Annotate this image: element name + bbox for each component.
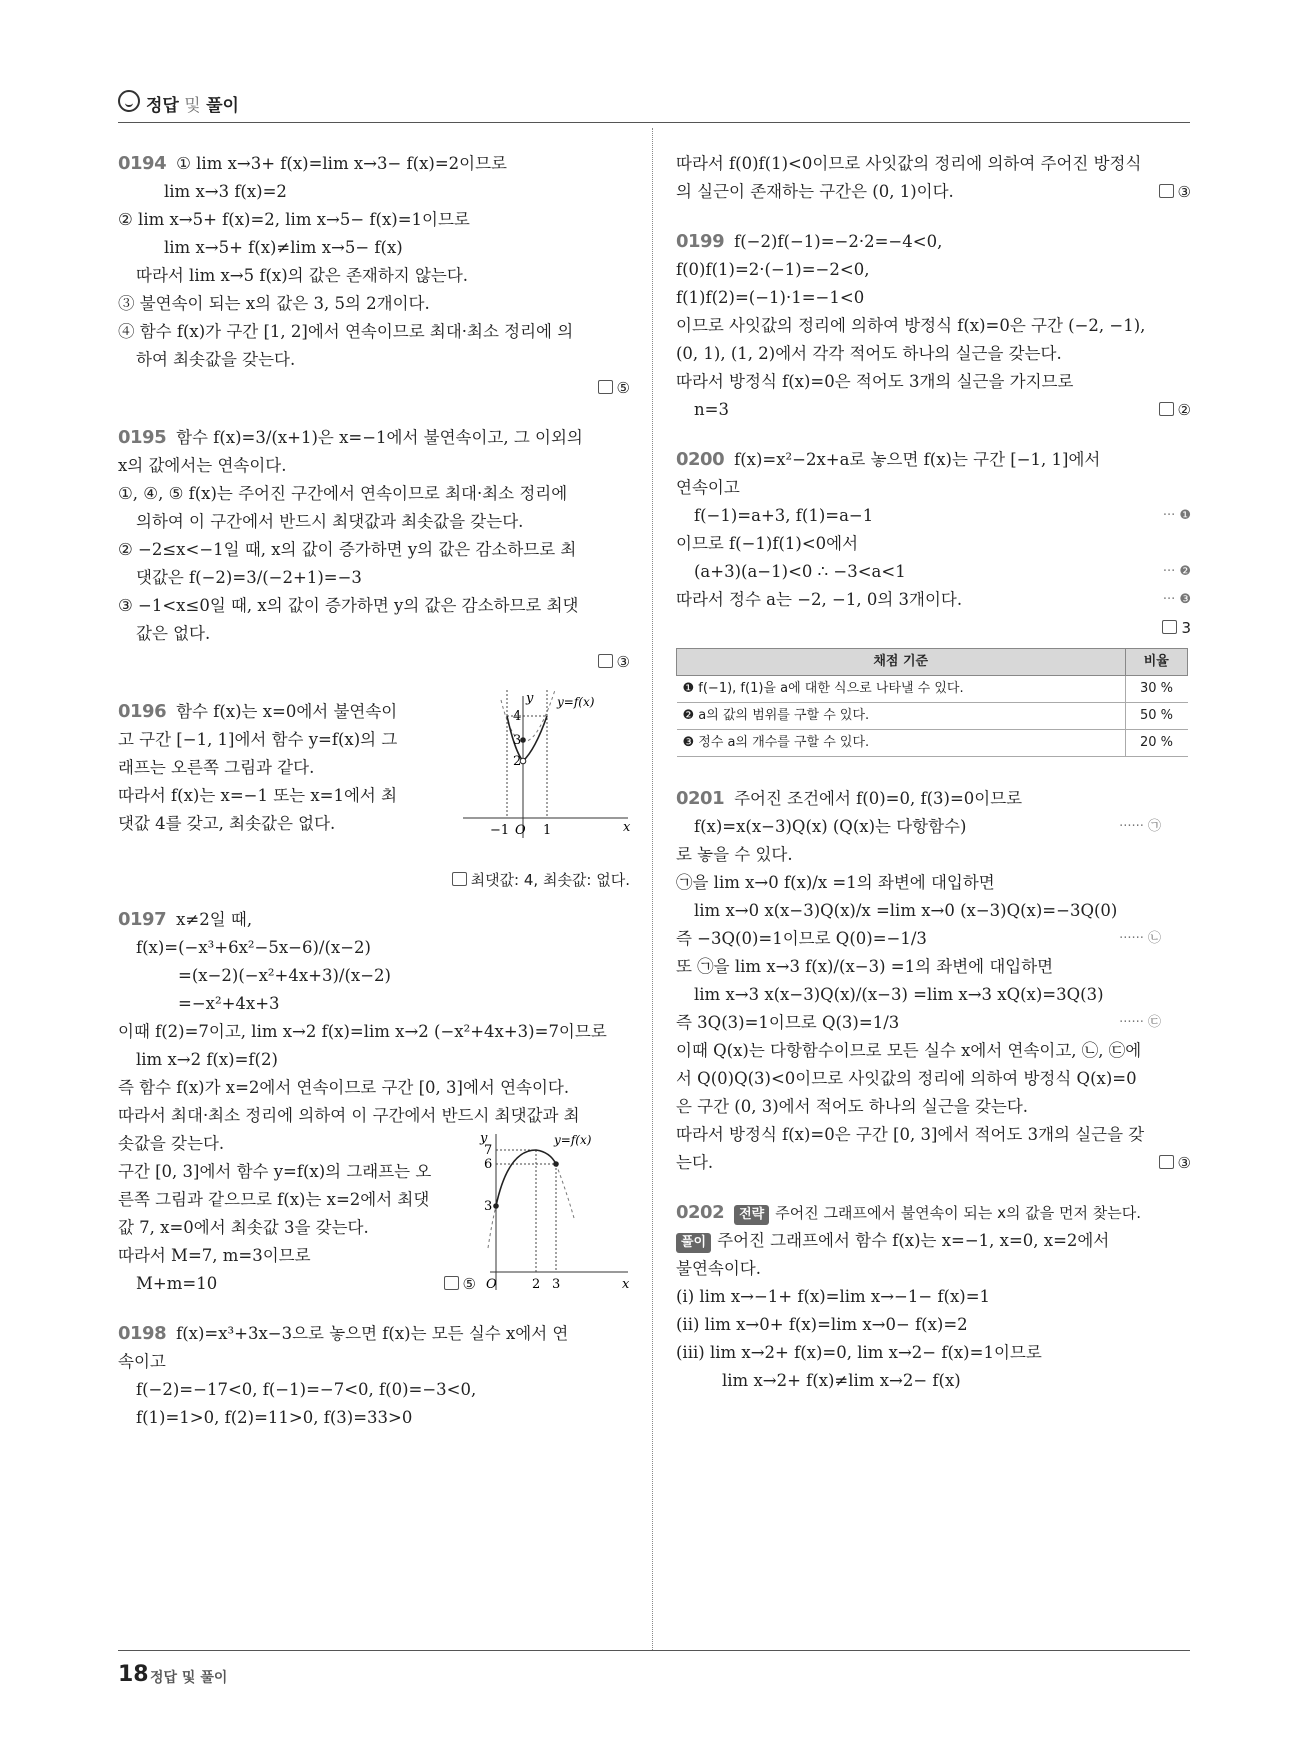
line: ④ 함수 f(x)가 구간 [1, 2]에서 연속이므로 최대·최소 정리에 의 [118, 322, 574, 341]
header-title: 정답 및 풀이 [146, 96, 239, 116]
line: 는다. [676, 1153, 714, 1172]
line: (ii) lim x→0+ f(x)=lim x→0− f(x)=2 [676, 1315, 968, 1334]
problem-number: 0196 [118, 701, 167, 722]
line: f(x)=(−x³+6x²−5x−6)/(x−2) [136, 938, 371, 957]
line: ③ 불연속이 되는 x의 값은 3, 5의 2개이다. [118, 294, 430, 313]
curve-label: y=f(x) [557, 695, 595, 709]
strategy-tag: 전략 [734, 1205, 769, 1225]
line: 은 구간 (0, 3)에서 적어도 하나의 실근을 갖는다. [676, 1097, 1029, 1116]
line: 주어진 조건에서 f(0)=0, f(3)=0이므로 [734, 789, 1023, 808]
line: x≠2일 때, [176, 910, 253, 929]
line: (i) lim x→−1+ f(x)=lim x→−1− f(x)=1 [676, 1287, 991, 1306]
line: 서 Q(0)Q(3)<0이므로 사잇값의 정리에 의하여 방정식 Q(x)=0 [676, 1069, 1137, 1088]
line: 른쪽 그림과 같으므로 f(x)는 x=2에서 최댓 [118, 1190, 430, 1209]
answer: ⑤ [118, 374, 630, 402]
tick-3: 3 [513, 733, 522, 748]
line: lim x→2+ f(x)≠lim x→2− f(x) [722, 1371, 961, 1390]
problem-number: 0201 [676, 788, 725, 809]
line: f(−2)=−17<0, f(−1)=−7<0, f(0)=−3<0, [136, 1380, 477, 1399]
column-divider [652, 128, 653, 1650]
table-row: ❷ a의 값의 범위를 구할 수 있다. 50 % [677, 703, 1188, 730]
point-3-6 [553, 1161, 559, 1167]
tick-6: 6 [484, 1157, 493, 1172]
y-label: y [526, 691, 534, 706]
problem-number: 0200 [676, 449, 725, 470]
page-header [118, 88, 1190, 123]
y-label: y [480, 1131, 488, 1146]
answer: ③ [118, 648, 630, 676]
line: 따라서 방정식 f(x)=0은 적어도 3개의 실근을 가지므로 [676, 372, 1074, 391]
line: ② −2≤x<−1일 때, x의 값이 증가하면 y의 값은 감소하므로 최 [118, 540, 577, 559]
solution-0198 [118, 1320, 630, 1432]
table-header: 비율 [1125, 649, 1188, 676]
curve-right [523, 716, 547, 761]
tick-2: 2 [513, 754, 522, 769]
line: 솟값을 갖는다. [118, 1134, 225, 1153]
line: ① lim x→3+ f(x)=lim x→3− f(x)=2이므로 [176, 154, 507, 173]
answer-icon [1159, 1155, 1174, 1169]
line: (iii) lim x→2+ f(x)=0, lim x→2− f(x)=1이므로 [676, 1343, 1042, 1362]
answer-icon [1159, 402, 1174, 416]
x-label: x [623, 820, 631, 835]
problem-number: 0197 [118, 909, 167, 930]
answer: ② [1159, 396, 1191, 424]
line: f(1)=1>0, f(2)=11>0, f(3)=33>0 [136, 1408, 413, 1427]
footer-rule [118, 1650, 1190, 1651]
line: x의 값에서는 연속이다. [118, 456, 287, 475]
solution-0197 [118, 906, 630, 1298]
tick-1: 1 [543, 823, 552, 838]
answer-icon [444, 1276, 459, 1290]
answer-icon [1159, 184, 1174, 198]
line: 이므로 f(−1)f(1)<0에서 [676, 534, 859, 553]
line: 함수 f(x)는 x=0에서 불연속이 [176, 702, 398, 721]
line: 래프는 오른쪽 그림과 같다. [118, 758, 315, 777]
line: 이므로 사잇값의 정리에 의하여 방정식 f(x)=0은 구간 (−2, −1), [676, 316, 1146, 335]
equation-marker: ······ ㉠ [1119, 819, 1161, 834]
footer-text: 정답 및 풀이 [150, 1670, 228, 1686]
line: 즉 함수 f(x)가 x=2에서 연속이므로 구간 [0, 3]에서 연속이다. [118, 1078, 570, 1097]
line: 의 실근이 존재하는 구간은 (0, 1)이다. [676, 182, 954, 201]
step-marker: ··· ❷ [1162, 564, 1191, 579]
tick-4: 4 [513, 709, 522, 724]
curve [496, 1150, 556, 1206]
line: lim x→3 f(x)=2 [164, 182, 287, 201]
line: M+m=10 [136, 1274, 218, 1293]
line: lim x→3 x(x−3)Q(x)/(x−3) =lim x→3 xQ(x)=3Q(3) [694, 985, 1104, 1004]
equation-marker: ······ ㉡ [1119, 931, 1161, 946]
tick-x2: 2 [532, 1277, 541, 1292]
solution-0199 [676, 228, 1191, 424]
answer: ③ [1159, 178, 1191, 206]
line: 댓값 4를 갖고, 최솟값은 없다. [118, 814, 336, 833]
solution-tag: 풀이 [676, 1233, 711, 1253]
line: ③ −1<x≤0일 때, x의 값이 증가하면 y의 값은 감소하므로 최댓 [118, 596, 579, 615]
line: lim x→0 x(x−3)Q(x)/x =lim x→0 (x−3)Q(x)=−3Q(0) [694, 901, 1118, 920]
table-row: ❶ f(−1), f(1)을 a에 대한 식으로 나타낼 수 있다. 30 % [677, 676, 1188, 703]
left-column [118, 150, 630, 1432]
equation-marker: ······ ㉢ [1119, 1015, 1161, 1030]
line: =(x−2)(−x²+4x+3)/(x−2) [178, 966, 391, 985]
line: 따라서 정수 a는 −2, −1, 0의 3개이다. [676, 590, 963, 609]
line: 값은 없다. [136, 624, 211, 643]
line: ② lim x→5+ f(x)=2, lim x→5− f(x)=1이므로 [118, 210, 470, 229]
line: 고 구간 [−1, 1]에서 함수 y=f(x)의 그 [118, 730, 398, 749]
tick-m1: −1 [490, 823, 510, 838]
line: f(x)=x(x−3)Q(x) (Q(x)는 다항함수) [694, 817, 967, 836]
tick-3: 3 [484, 1199, 493, 1214]
line: 속이고 [118, 1352, 166, 1371]
line: ①, ④, ⑤ f(x)는 주어진 구간에서 연속이므로 최대·최소 정리에 [118, 484, 568, 503]
table-header: 채점 기준 [677, 649, 1126, 676]
step-marker: ··· ❸ [1162, 592, 1191, 607]
answer: 최댓값: 4, 최솟값: 없다. [118, 866, 630, 894]
origin: O [515, 823, 526, 838]
answer-icon [598, 380, 613, 394]
solution-0198-continued [676, 150, 1191, 206]
answer: 3 [676, 614, 1191, 642]
graph-0197 [470, 1130, 630, 1295]
line: f(x)=x³+3x−3으로 놓으면 f(x)는 모든 실수 x에서 연 [176, 1324, 569, 1343]
line: 로 놓을 수 있다. [676, 845, 793, 864]
table-row: ❸ 정수 a의 개수를 구할 수 있다. 20 % [677, 730, 1188, 757]
problem-number: 0195 [118, 427, 167, 448]
curve-label: y=f(x) [554, 1133, 592, 1147]
tick-x3: 3 [552, 1277, 561, 1292]
line: 따라서 f(0)f(1)<0이므로 사잇값의 정리에 의하여 주어진 방정식 [676, 154, 1142, 173]
line: lim x→2 f(x)=f(2) [136, 1050, 278, 1069]
solution-0196 [118, 691, 631, 894]
line: 불연속이다. [676, 1259, 761, 1278]
line: 또 ㉠을 lim x→3 f(x)/(x−3) =1의 좌변에 대입하면 [676, 957, 1054, 976]
answer-icon [1162, 620, 1177, 634]
line: 따라서 f(x)는 x=−1 또는 x=1에서 최 [118, 786, 398, 805]
right-column [676, 150, 1191, 1395]
line: (a+3)(a−1)<0 ∴ −3<a<1 [694, 562, 906, 581]
graph-0196 [463, 690, 633, 840]
tick-7: 7 [484, 1143, 493, 1158]
answer-icon [452, 872, 467, 886]
problem-number: 0202 [676, 1202, 725, 1223]
answer-icon [598, 654, 613, 668]
line: 즉 3Q(3)=1이므로 Q(3)=1/3 [676, 1013, 900, 1032]
point-0-3 [493, 1203, 499, 1209]
smiley-icon [118, 90, 140, 112]
grading-table [676, 648, 1188, 757]
line: 함수 f(x)=3/(x+1)은 x=−1에서 불연속이고, 그 이외의 [176, 428, 583, 447]
line: n=3 [694, 400, 729, 419]
line: f(−2)f(−1)=−2·2=−4<0, [734, 232, 943, 251]
line: f(0)f(1)=2·(−1)=−2<0, [676, 260, 870, 279]
line: 따라서 최대·최소 정리에 의하여 이 구간에서 반드시 최댓값과 최 [118, 1106, 580, 1125]
line: f(1)f(2)=(−1)·1=−1<0 [676, 288, 865, 307]
line: 주어진 그래프에서 불연속이 되는 x의 값을 먼저 찾는다. [775, 1204, 1142, 1222]
problem-number: 0198 [118, 1323, 167, 1344]
line: 하여 최솟값을 갖는다. [136, 350, 296, 369]
line: 주어진 그래프에서 함수 f(x)는 x=−1, x=0, x=2에서 [717, 1231, 1110, 1250]
line: 이때 f(2)=7이고, lim x→2 f(x)=lim x→2 (−x²+4x+3)=7이므로 [118, 1022, 607, 1041]
line: 따라서 M=7, m=3이므로 [118, 1246, 311, 1265]
page-number: 18 [118, 1662, 149, 1687]
answer: ⑤ [436, 1270, 476, 1298]
line: 구간 [0, 3]에서 함수 y=f(x)의 그래프는 오 [118, 1162, 432, 1181]
line: 따라서 lim x→5 f(x)의 값은 존재하지 않는다. [136, 266, 469, 285]
line: 이때 Q(x)는 다항함수이므로 모든 실수 x에서 연속이고, ㉡, ㉢에 [676, 1041, 1142, 1060]
line: lim x→5+ f(x)≠lim x→5− f(x) [164, 238, 403, 257]
origin: O [486, 1277, 497, 1292]
line: 연속이고 [676, 478, 740, 497]
line: 즉 −3Q(0)=1이므로 Q(0)=−1/3 [676, 929, 927, 948]
curve-dashed-right [556, 1164, 574, 1218]
answer: ③ [1159, 1149, 1191, 1177]
solution-0201 [676, 785, 1191, 1177]
x-label: x [622, 1277, 630, 1292]
solution-0200 [676, 446, 1191, 757]
line: ㉠을 lim x→0 f(x)/x =1의 좌변에 대입하면 [676, 873, 995, 892]
step-marker: ··· ❶ [1162, 508, 1191, 523]
line: 의하여 이 구간에서 반드시 최댓값과 최솟값을 갖는다. [136, 512, 524, 531]
line: f(x)=x²−2x+a로 놓으면 f(x)는 구간 [−1, 1]에서 [734, 450, 1101, 469]
line: (0, 1), (1, 2)에서 각각 적어도 하나의 실근을 갖는다. [676, 344, 1062, 363]
solution-0202 [676, 1199, 1191, 1395]
solution-0195 [118, 424, 630, 676]
line: =−x²+4x+3 [178, 994, 280, 1013]
problem-number: 0199 [676, 231, 725, 252]
problem-number: 0194 [118, 153, 167, 174]
solution-0194 [118, 150, 630, 402]
line: 따라서 방정식 f(x)=0은 구간 [0, 3]에서 적어도 3개의 실근을 갖 [676, 1125, 1145, 1144]
line: f(−1)=a+3, f(1)=a−1 [694, 506, 874, 525]
line: 댓값은 f(−2)=3/(−2+1)=−3 [136, 568, 362, 587]
line: 값 7, x=0에서 최솟값 3을 갖는다. [118, 1218, 369, 1237]
